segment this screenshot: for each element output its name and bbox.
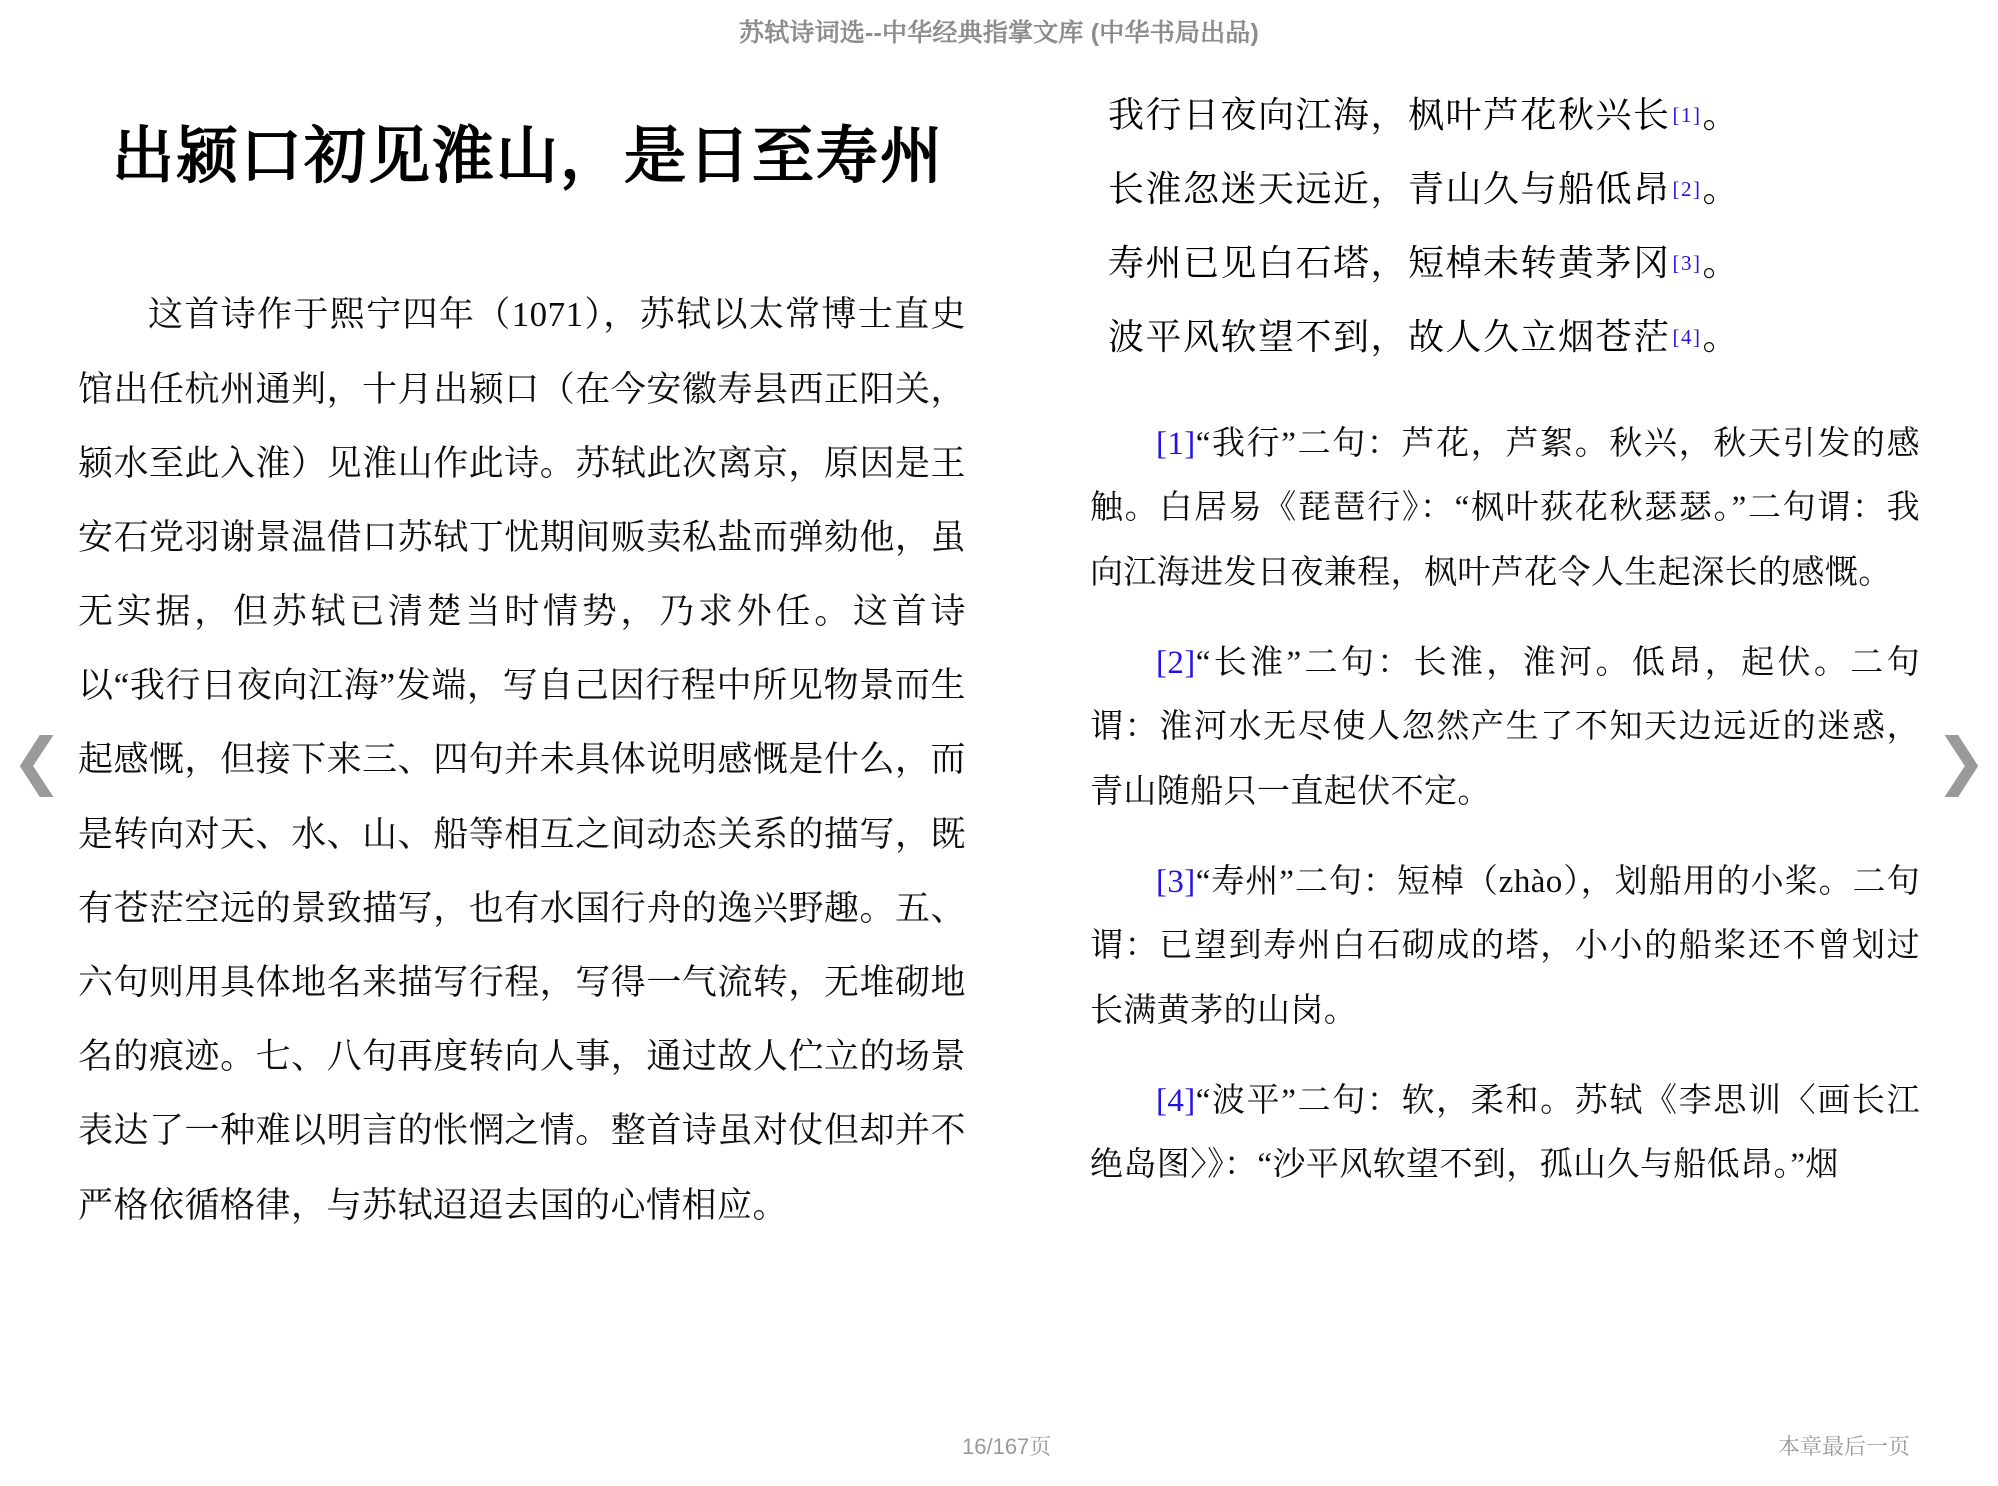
poem-title: 出颍口初见淮山，是日至寿州	[111, 123, 944, 191]
poem-line-terminator: 。	[1702, 317, 1741, 357]
commentary-paragraph: 这首诗作于熙宁四年（1071），苏轼以太常博士直史馆出任杭州通判，十月出颍口（在今安徽寿县西正阳关，颍水至此入淮）见淮山作此诗。苏轼此次离京，原因是王安石党羽谢景温借口苏轼丁忧期间贩卖私盐而弹劾他，虽无实据，但苏轼已清楚当时情势，乃求外任。这首诗以“我行日夜向江海”发端，写自己因行程中所见物景而生起感慨，但接下来三、四句并未具体说明感慨是什么，而是转向对天、水、山、船等相互之间动态关系的描写，既有苍茫空远的景致描写，也有水国行舟的逸兴野趣。五、六句则用具体地名来描写行程，写得一气流转，无堆砌地名的痕迹。七、八句再度转向人事，通过故人伫立的场景表达了一种难以明言的怅惘之情。整首诗虽对仗但却并不严格依循格律，与苏轼迢迢去国的心情相应。	[78, 295, 966, 1225]
poem-line-text: 我行日夜向江海，枫叶芦花秋兴长	[1108, 95, 1671, 135]
poem-line-terminator: 。	[1702, 95, 1741, 135]
footnote-number-link[interactable]: [1]	[1156, 426, 1196, 462]
footnote-number-link[interactable]: [3]	[1156, 864, 1196, 901]
footnote-text: “寿州”二句：短棹（zhào），划船用的小桨。二句谓：已望到寿州白石砌成的塔，小小的船桨还不曾划过长满黄茅的山岗。	[1090, 864, 1920, 1029]
footnote-item	[1090, 631, 1920, 824]
footnote-number-link[interactable]: [4]	[1156, 1083, 1196, 1120]
next-page-chevron-icon[interactable]: ❯	[1935, 724, 1987, 797]
chapter-status-label: 本章最后一页	[1777, 1434, 1910, 1459]
reader-header	[0, 0, 1998, 62]
poem-line-text: 波平风软望不到，故人久立烟苍茫	[1108, 317, 1671, 357]
footnote-text: “我行”二句：芦花，芦絮。秋兴，秋天引发的感触。白居易《琵琶行》：“枫叶荻花秋瑟瑟。”二句谓：我向江海进发日夜兼程，枫叶芦花令人生起深长的感慨。	[1090, 426, 1920, 591]
footnote-reference-link[interactable]: [1]	[1672, 102, 1702, 127]
book-title: 苏轼诗词选--中华经典指掌文库 (中华书局出品)	[738, 19, 1260, 47]
footnote-item	[1090, 412, 1920, 605]
right-text-column	[1090, 62, 1920, 1412]
footnote-list	[1090, 412, 1920, 1198]
poem-line-text: 长淮忽迷天远近，青山久与船低昂	[1108, 169, 1671, 209]
footnote-number-link[interactable]: [2]	[1156, 645, 1196, 682]
poem-line-terminator: 。	[1702, 169, 1741, 209]
footnote-item	[1090, 1069, 1920, 1198]
page-content-area	[0, 62, 1998, 1412]
reader-footer	[0, 1412, 1998, 1486]
footnote-item	[1090, 850, 1920, 1043]
page-indicator: 16/167页	[962, 1434, 1052, 1459]
left-text-column	[78, 62, 978, 1412]
footnote-reference-link[interactable]: [2]	[1672, 176, 1702, 201]
poem-line	[1090, 300, 1920, 374]
footnote-reference-link[interactable]: [3]	[1672, 250, 1702, 275]
poem-line-text: 寿州已见白石塔，短棹未转黄茅冈	[1108, 243, 1671, 283]
poem-verse-list	[1090, 78, 1920, 374]
footnote-text: “长淮”二句：长淮，淮河。低昂，起伏。二句谓：淮河水无尽使人忽然产生了不知天边远近的迷惑，青山随船只一直起伏不定。	[1090, 645, 1920, 810]
footnote-text: “波平”二句：软，柔和。苏轼《李思训〈画长江绝岛图〉》：“沙平风软望不到，孤山久与船低昂。”烟	[1090, 1083, 1920, 1184]
poem-line	[1090, 152, 1920, 226]
previous-page-chevron-icon[interactable]: ❮	[11, 724, 63, 797]
footnote-reference-link[interactable]: [4]	[1672, 324, 1702, 349]
poem-line	[1090, 226, 1920, 300]
poem-line-terminator: 。	[1702, 243, 1741, 283]
poem-line	[1090, 78, 1920, 152]
